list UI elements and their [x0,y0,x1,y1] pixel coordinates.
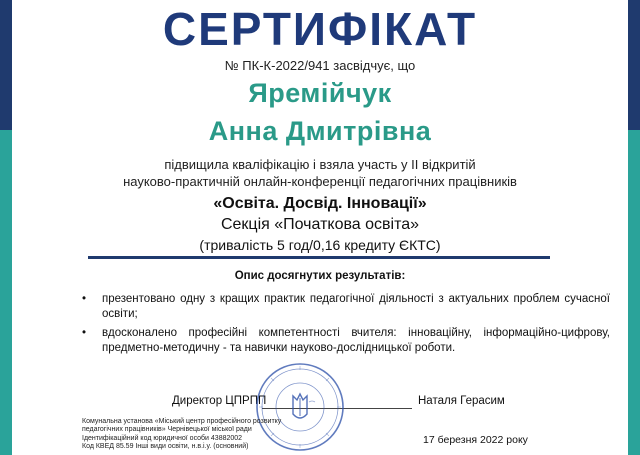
description-line-2: науково-практичній онлайн-конференції педагогічних працівників [123,174,517,189]
footer-organization-info [82,418,282,452]
conference-title: «Освіта. Досвід. Інновації» [213,195,427,212]
description-line-1: підвищила кваліфікацію і взяла участь у ІІ відкритій [164,157,476,172]
bullet-icon: • [82,293,87,305]
director-name: Наталя Герасим [418,395,505,407]
issue-date: 17 березня 2022 року [423,434,528,446]
results-list [80,292,610,360]
duration: (тривалість 5 год/0,16 кредиту ЄКТС) [199,237,441,253]
footer-line: Код КВЕД 85.59 Інші види освіти, н.в.і.у. (основний) [82,443,249,451]
recipient-given-names: Анна Дмитрівна [208,116,432,146]
result-text: презентовано одну з кращих практик педагогічної діяльності з актуальних проблем сучасної освіти; [102,293,610,320]
footer-line: Ідентифікаційний код юридичної особи 43882002 [82,434,243,442]
director-title: Директор ЦПРПП [172,395,267,407]
certificate-number: № ПК-К-2022/941 засвідчує, що [224,58,416,73]
recipient-surname: Яремійчук [248,78,392,108]
list-item [80,326,610,356]
bullet-icon: • [82,327,87,339]
section-name: Секція «Початкова освіта» [220,216,420,233]
footer-line: Комунальна установа «Міський центр професійного розвитку [82,418,282,425]
divider [88,256,550,259]
list-item [80,292,610,322]
result-text: вдосконалено професійні компетентності вчителя: інноваційну, інформаційно-цифрову, предметно-методичну - та навички науково-дослідницької роботи. [102,327,610,354]
results-heading: Опис досягнутих результатів: [234,270,406,282]
certificate-title: СЕРТИФІКАТ [162,3,478,55]
footer-line: педагогічних працівників» Чернівецької міської ради [82,426,252,434]
